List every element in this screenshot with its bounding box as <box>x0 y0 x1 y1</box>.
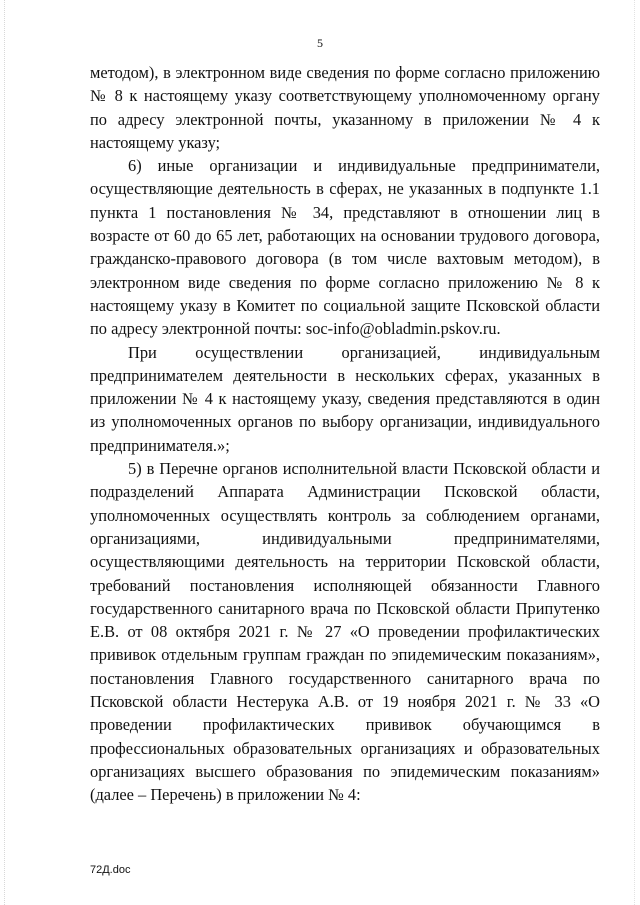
document-filename: 72Д.doc <box>90 864 131 876</box>
document-body <box>90 61 600 807</box>
paragraph-item-5: 5) в Перечне органов исполнительной власти Псковской области и подразделений Аппарата Администрации Псковской области, уполномоченных осуществлять контроль за соблюдением органами, организациями, индивидуальными предпринимателями, осуществляющими деятельность на территории Псковской области, требований постановления исполняющей обязанности Главного государственного санитарного врача по Псковской области Припутенко Е.В. от 08 октября 2021 г. № 27 «О проведении профилактических прививок отдельным группам граждан по эпидемическим показаниям», постановления Главного государственного санитарного врача по Псковской области Нестерука А.В. от 19 ноября 2021 г. № 33 «О проведении профилактических прививок обучающимся в профессиональных образовательных организациях и образовательных организациях высшего образования по эпидемическим показаниям» (далее – Перечень) в приложении № 4: <box>90 459 600 805</box>
left-scan-edge <box>4 0 6 905</box>
paragraph-item-6: 6) иные организации и индивидуальные предприниматели, осуществляющие деятельность в сферах, не указанных в подпункте 1.1 пункта 1 постановления № 34, представляют в отношении лиц в возрасте от 60 до 65 лет, работающих на основании трудового договора, гражданско-правового договора (в том числе вахтовым методом), в электронном виде сведения по форме согласно приложению № 8 к настоящему указу в Комитет по социальной защите Псковской области по адресу электронной почты: soc-info@obladmin.pskov.ru. <box>90 156 600 339</box>
right-scan-edge <box>634 0 636 905</box>
page-number: 5 <box>317 36 323 50</box>
paragraph-continuation: методом), в электронном виде сведения по форме согласно приложению № 8 к настоящему указу соответствующему уполномоченному органу по адресу электронной почты, указанному в приложении № 4 к настоящему указу; <box>90 63 600 152</box>
paragraph-multiple-spheres: При осуществлении организацией, индивидуальным предпринимателем деятельности в нескольких сферах, указанных в приложении № 4 к настоящему указу, сведения представляются в один из уполномоченных органов по выбору организации, индивидуального предпринимателя.»; <box>90 342 600 455</box>
